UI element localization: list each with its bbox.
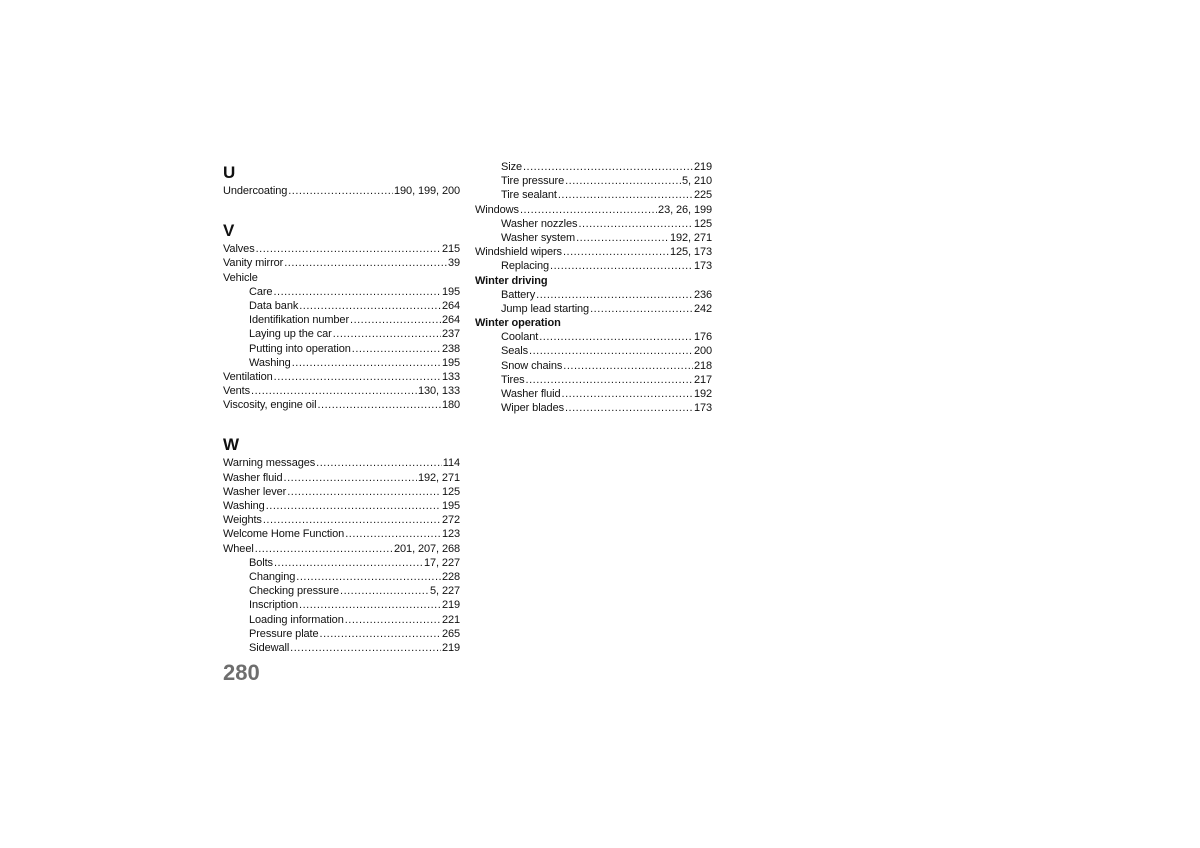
index-subentry (475, 373, 712, 387)
index-subentry (223, 584, 460, 598)
index-entry (223, 527, 460, 541)
dot-leader (296, 570, 441, 584)
index-entry (223, 513, 460, 527)
index-subentry (475, 387, 712, 401)
index-subentry (223, 313, 460, 327)
entry-pages: 225 (693, 189, 712, 202)
entry-label: Tires (501, 373, 525, 386)
entry-pages: 264 (441, 314, 460, 327)
entry-label: Ventilation (223, 370, 273, 383)
entry-label: Winter operation (475, 317, 561, 330)
dot-leader (576, 231, 669, 245)
entry-label: Washer fluid (501, 388, 561, 400)
dot-leader (256, 242, 441, 256)
entry-pages: 215 (441, 243, 460, 256)
entry-label: Replacing (501, 260, 550, 273)
entry-pages: 195 (441, 356, 460, 369)
entry-pages: 173 (693, 402, 712, 415)
entry-label: Inscription (249, 599, 299, 612)
dot-leader (320, 627, 441, 641)
entry-label: Washer fluid (223, 471, 283, 484)
entry-pages: 5, 210 (682, 175, 712, 188)
entry-label: Changing (249, 570, 296, 583)
dot-leader (345, 613, 441, 627)
entry-label: Winter driving (475, 274, 548, 287)
entry-label: Checking pressure (249, 585, 340, 598)
dot-leader (316, 456, 442, 470)
dot-leader (287, 485, 441, 499)
entry-label: Seals (501, 345, 529, 358)
dot-leader (263, 513, 441, 527)
entry-pages: 217 (693, 373, 712, 386)
entry-label: Vehicle (223, 271, 258, 284)
entry-pages: 125, 173 (669, 246, 712, 259)
section-gap (223, 412, 460, 432)
index-subentry (223, 627, 460, 641)
dot-leader (352, 342, 441, 356)
dot-leader (563, 245, 669, 259)
entry-label: Data bank (249, 299, 299, 312)
index-subentry (223, 598, 460, 612)
entry-pages: 180 (441, 399, 460, 412)
entry-pages: 228 (441, 570, 460, 583)
index-subentry (475, 217, 712, 231)
entry-label: Laying up the car (249, 328, 332, 341)
entry-pages: 201, 207, 268 (394, 542, 460, 555)
dot-leader (526, 373, 693, 387)
index-subentry (475, 231, 712, 245)
entry-label: Sidewall (249, 641, 290, 654)
index-entry (223, 184, 460, 198)
dot-leader (529, 344, 693, 358)
entry-label: Vanity mirror (223, 257, 284, 270)
index-subentry (223, 342, 460, 356)
index-subentry (475, 302, 712, 316)
index-entry (475, 316, 712, 330)
dot-leader (288, 184, 393, 198)
index-column-right (475, 160, 712, 415)
entry-label: Wheel (223, 542, 254, 555)
entry-pages: 242 (693, 302, 712, 315)
entry-label: Wiper blades (501, 402, 564, 415)
dot-leader (251, 384, 417, 398)
entry-pages: 237 (441, 328, 460, 341)
entry-pages: 219 (441, 599, 460, 612)
index-subentry (223, 327, 460, 341)
entry-pages: 236 (693, 288, 712, 301)
entry-label: Windows (475, 203, 519, 216)
index-entry (223, 499, 460, 513)
entry-label: Pressure plate (249, 627, 319, 640)
dot-leader (284, 256, 447, 270)
entry-label: Snow chains (501, 359, 563, 372)
entry-label: Care (249, 285, 273, 298)
index-column-left (223, 160, 460, 655)
entry-pages: 192, 271 (417, 471, 460, 484)
dot-leader (273, 285, 440, 299)
index-entry (475, 203, 712, 217)
entry-label: Tire pressure (501, 175, 565, 188)
entry-pages: 173 (693, 260, 712, 273)
section-gap (223, 198, 460, 218)
dot-leader (345, 527, 441, 541)
entry-label: Washer nozzles (501, 217, 578, 230)
index-letter-heading: W (223, 435, 240, 455)
entry-label: Tire sealant (501, 189, 557, 202)
entry-label: Viscosity, engine oil (223, 399, 317, 412)
index-subentry (223, 641, 460, 655)
entry-pages: 192, 271 (669, 231, 712, 244)
entry-pages: 5, 227 (430, 585, 460, 598)
entry-pages: 125 (693, 217, 712, 230)
entry-label: Battery (501, 288, 536, 301)
index-entry (223, 242, 460, 256)
dot-leader (565, 174, 681, 188)
dot-leader (578, 217, 692, 231)
entry-label: Vents (223, 385, 251, 398)
index-entry (223, 384, 460, 398)
index-subentry (223, 299, 460, 313)
entry-pages: 195 (441, 500, 460, 512)
entry-pages: 190, 199, 200 (394, 185, 460, 197)
dot-leader (563, 359, 693, 373)
index-subentry (475, 401, 712, 415)
dot-leader (590, 302, 693, 316)
index-subentry (223, 570, 460, 584)
entry-pages: 195 (441, 285, 460, 298)
entry-label: Warning messages (223, 457, 316, 470)
dot-leader (299, 299, 441, 313)
index-entry (223, 271, 460, 285)
dot-leader (274, 370, 441, 384)
entry-pages: 176 (693, 331, 712, 344)
entry-label: Bolts (249, 556, 273, 569)
index-subentry (475, 330, 712, 344)
dot-leader (350, 313, 441, 327)
dot-leader (284, 471, 417, 485)
entry-pages: 238 (441, 342, 460, 355)
index-entry (223, 456, 460, 470)
index-subentry (475, 160, 712, 174)
index-subentry (475, 288, 712, 302)
entry-pages: 125 (441, 485, 460, 498)
dot-leader (255, 542, 393, 556)
index-subentry (475, 259, 712, 273)
entry-label: Identifikation number (249, 314, 350, 327)
entry-label: Undercoating (223, 185, 288, 197)
entry-label: Valves (223, 243, 255, 256)
entry-label: Weights (223, 514, 262, 527)
entry-pages: 218 (693, 359, 712, 372)
dot-leader (333, 327, 441, 341)
entry-label: Size (501, 161, 522, 173)
entry-pages: 265 (441, 627, 460, 640)
entry-pages: 272 (441, 514, 460, 527)
dot-leader (274, 556, 423, 570)
index-entry (223, 485, 460, 499)
index-letter-heading: V (223, 221, 235, 241)
index-entry (223, 471, 460, 485)
index-entry (223, 398, 460, 412)
entry-pages: 123 (441, 528, 460, 541)
page-number: 280 (223, 660, 260, 685)
entry-pages: 39 (447, 257, 460, 270)
index-subentry (475, 188, 712, 202)
dot-leader (292, 356, 441, 370)
entry-pages: 192 (693, 388, 712, 400)
entry-label: Jump lead starting (501, 302, 590, 315)
entry-label: Coolant (501, 331, 539, 344)
entry-label: Washer lever (223, 485, 287, 498)
dot-leader (536, 288, 693, 302)
entry-pages: 130, 133 (417, 385, 460, 398)
index-entry (223, 256, 460, 270)
dot-leader (299, 598, 441, 612)
dot-leader (290, 641, 441, 655)
dot-leader (318, 398, 441, 412)
entry-pages: 200 (693, 345, 712, 358)
index-subentry (223, 285, 460, 299)
dot-leader (266, 499, 441, 513)
dot-leader (565, 401, 693, 415)
entry-pages: 264 (441, 299, 460, 312)
dot-leader (523, 160, 693, 174)
dot-leader (340, 584, 429, 598)
dot-leader (539, 330, 693, 344)
index-entry (223, 542, 460, 556)
entry-pages: 219 (441, 641, 460, 654)
entry-pages: 23, 26, 199 (658, 203, 712, 216)
index-subentry (223, 613, 460, 627)
index-subentry (475, 174, 712, 188)
entry-label: Washer system (501, 231, 576, 244)
index-letter-heading: U (223, 163, 236, 182)
dot-leader (558, 188, 693, 202)
entry-pages: 133 (441, 370, 460, 383)
index-subentry (475, 359, 712, 373)
entry-label: Welcome Home Function (223, 528, 345, 541)
index-subentry (223, 356, 460, 370)
entry-pages: 17, 227 (423, 556, 460, 569)
index-entry (223, 370, 460, 384)
dot-leader (550, 259, 693, 273)
entry-label: Washing (249, 356, 291, 369)
entry-label: Windshield wipers (475, 246, 562, 259)
entry-label: Loading information (249, 613, 344, 626)
entry-label: Putting into operation (249, 342, 351, 355)
entry-pages: 219 (693, 161, 712, 173)
index-entry (475, 274, 712, 288)
index-entry (475, 245, 712, 259)
entry-label: Washing (223, 500, 265, 512)
entry-pages: 221 (441, 613, 460, 626)
dot-leader (520, 203, 657, 217)
index-subentry (475, 344, 712, 358)
index-subentry (223, 556, 460, 570)
dot-leader (562, 387, 693, 401)
entry-pages: 114 (442, 457, 460, 470)
